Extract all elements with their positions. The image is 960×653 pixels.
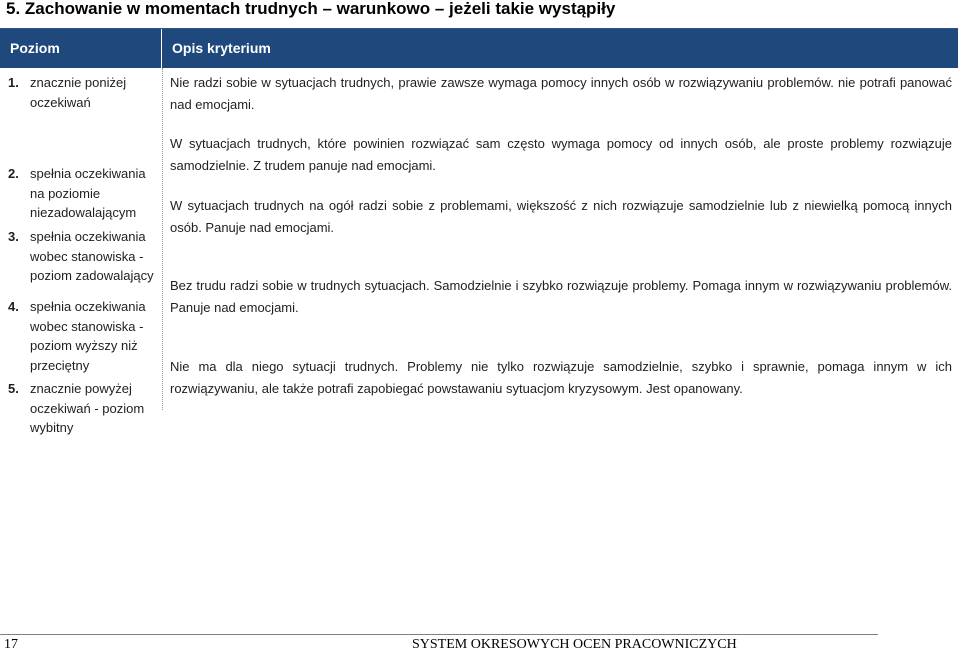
level-number-4: 4. bbox=[8, 299, 19, 314]
level-number-5: 5. bbox=[8, 381, 19, 396]
level-label-3: spełnia oczekiwania wobec stanowiska - poziom zadowalający bbox=[30, 229, 154, 283]
description-cell-1: Nie radzi sobie w sytuacjach trudnych, prawie zawsze wymaga pomocy innych osób w rozwiązywaniu problemów. nie potrafi panować nad emocjami. bbox=[170, 75, 952, 112]
level-cell-4 bbox=[8, 297, 158, 375]
header-level: Poziom bbox=[0, 29, 162, 68]
level-number-1: 1. bbox=[8, 75, 19, 90]
description-cell-4: Bez trudu radzi sobie w trudnych sytuacjach. Samodzielnie i szybko rozwiązuje problemy. Pomaga innym w rozwiązywaniu problemów. Panuje nad emocjami. bbox=[170, 278, 952, 315]
table-header-row bbox=[0, 28, 958, 68]
table-body bbox=[0, 68, 958, 435]
description-cell-5: Nie ma dla niego sytuacji trudnych. Problemy nie tylko rozwiązuje samodzielnie, szybko i sprawnie, pomaga innym w ich rozwiązywaniu, ale także potrafi zapobiegać powstawaniu sytuacjom kryzysowym. Jest opanowany. bbox=[170, 359, 952, 396]
level-cell-5 bbox=[8, 379, 158, 438]
level-number-2: 2. bbox=[8, 166, 19, 181]
page-number: 17 bbox=[4, 637, 18, 652]
level-cell-2 bbox=[8, 164, 158, 223]
level-cell-3 bbox=[8, 227, 158, 286]
footer-rule bbox=[0, 634, 878, 635]
criteria-table bbox=[0, 28, 958, 435]
column-divider bbox=[162, 68, 163, 410]
description-cell-3: W sytuacjach trudnych na ogół radzi sobie z problemami, większość z nich rozwiązuje samodzielnie lub z niewielką pomocą innych osób. Panuje nad emocjami. bbox=[170, 198, 952, 235]
header-description: Opis kryterium bbox=[172, 40, 271, 56]
level-label-2: spełnia oczekiwania na poziomie niezadowalającym bbox=[30, 166, 146, 220]
level-label-1: znacznie poniżej oczekiwań bbox=[30, 75, 127, 110]
level-cell-1 bbox=[8, 73, 158, 112]
description-cell-2: W sytuacjach trudnych, które powinien rozwiązać sam często wymaga pomocy od innych osób, ale proste problemy rozwiązuje samodzielnie. Z trudem panuje nad emocjami. bbox=[170, 136, 952, 173]
footer-title: SYSTEM OKRESOWYCH OCEN PRACOWNICZYCH bbox=[412, 637, 737, 652]
level-number-3: 3. bbox=[8, 229, 19, 244]
level-label-4: spełnia oczekiwania wobec stanowiska - poziom wyższy niż przeciętny bbox=[30, 299, 146, 373]
section-heading: 5. Zachowanie w momentach trudnych – warunkowo – jeżeli takie wystąpiły bbox=[6, 0, 616, 18]
level-label-5: znacznie powyżej oczekiwań - poziom wybitny bbox=[30, 381, 145, 435]
